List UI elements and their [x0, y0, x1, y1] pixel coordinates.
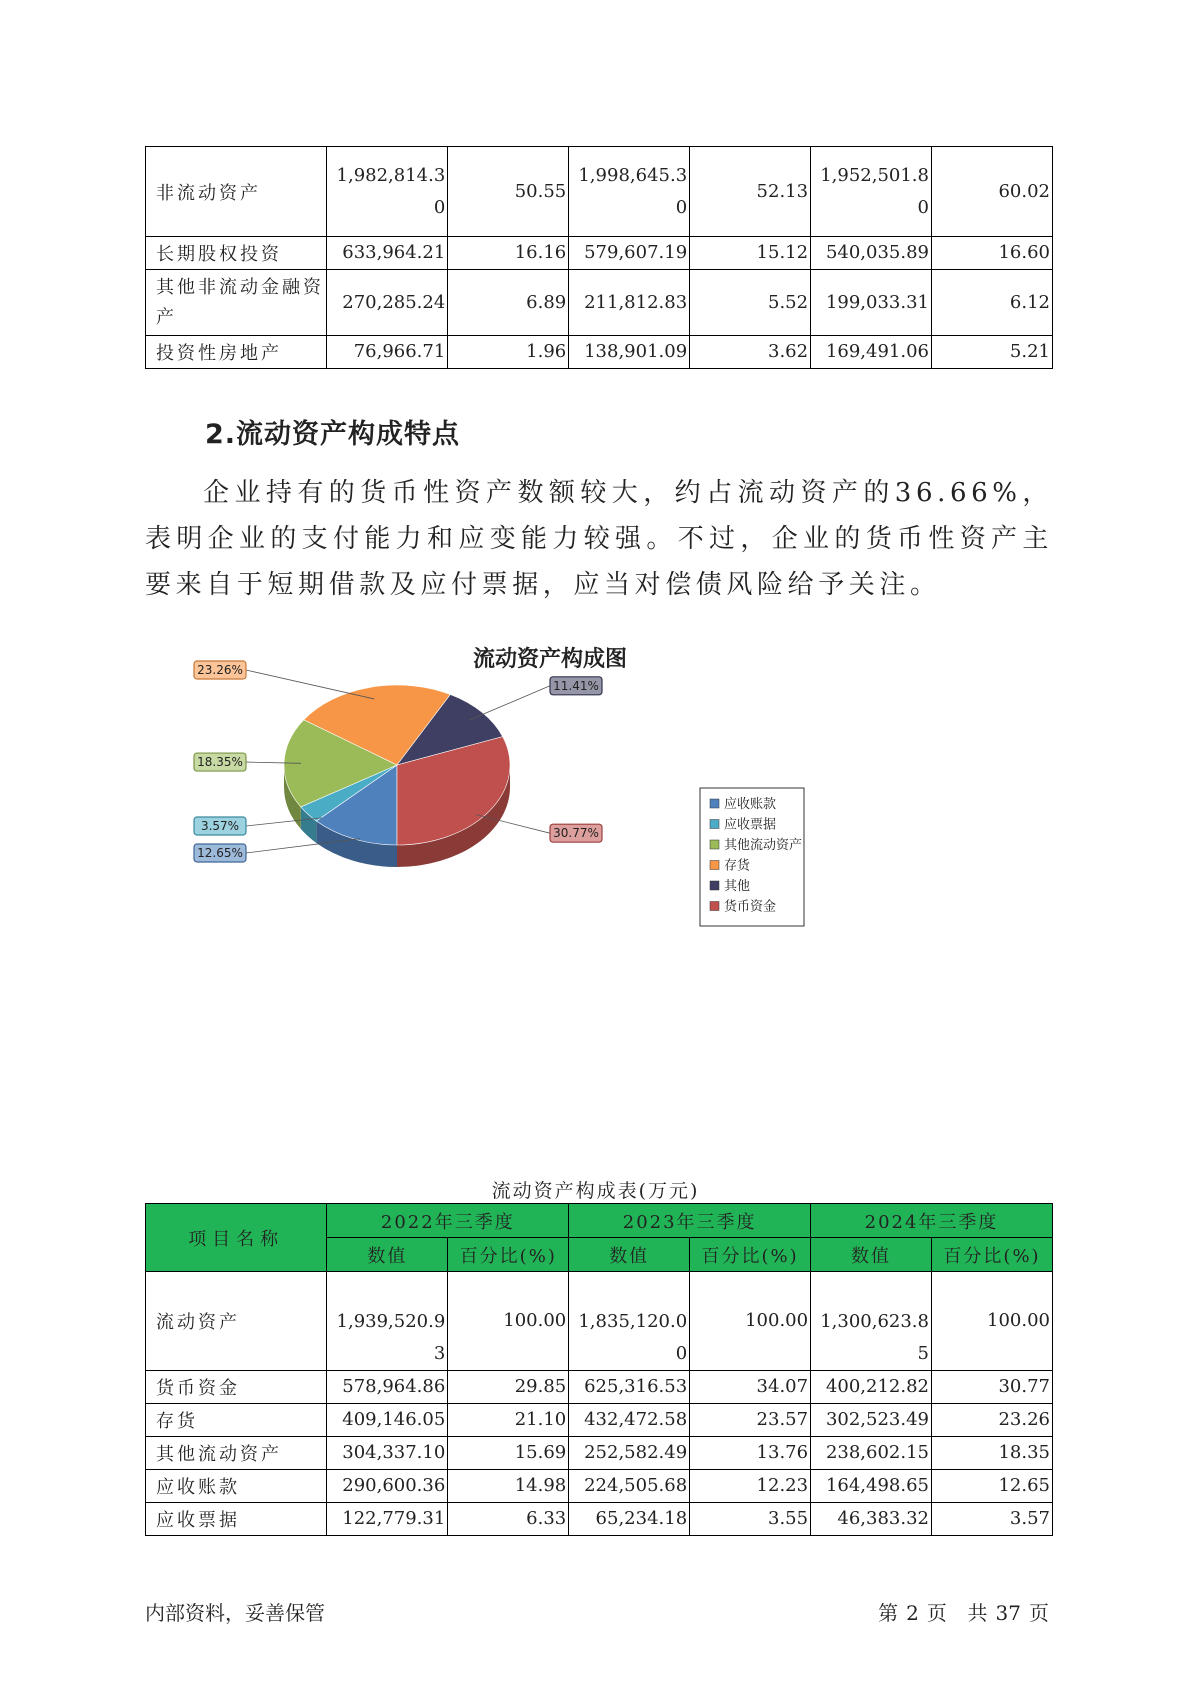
callout-line-3 — [246, 670, 374, 699]
value-2022: 578,964.86 — [327, 1371, 448, 1404]
total-pages: 37 — [995, 1601, 1021, 1625]
header-year-2022: 2022年三季度 — [327, 1204, 569, 1238]
total-prefix: 共 — [967, 1601, 988, 1625]
row-name: 投资性房地产 — [146, 336, 327, 369]
header-percent: 百分比(%) — [448, 1238, 569, 1272]
value-2024: 400,212.82 — [811, 1371, 932, 1404]
percent-2023: 5.52 — [690, 270, 811, 336]
value-2024: 302,523.49 — [811, 1404, 932, 1437]
value-2024: 169,491.06 — [811, 336, 932, 369]
percent-2024: 30.77 — [932, 1371, 1053, 1404]
value-2022: 76,966.71 — [327, 336, 448, 369]
percent-2022: 29.85 — [448, 1371, 569, 1404]
header-percent: 百分比(%) — [690, 1238, 811, 1272]
percent-2024: 100.00 — [932, 1272, 1053, 1371]
non-current-assets-table — [145, 146, 1053, 369]
callout-line-4 — [469, 686, 550, 720]
percent-2022: 21.10 — [448, 1404, 569, 1437]
header-value: 数值 — [811, 1238, 932, 1272]
value-2023: 224,505.68 — [569, 1470, 690, 1503]
percent-2024: 3.57 — [932, 1503, 1053, 1536]
legend-label-5: 货币资金 — [724, 899, 777, 915]
legend-swatch-4 — [710, 881, 719, 890]
value-2024: 540,035.89 — [811, 237, 932, 270]
percent-2024: 16.60 — [932, 237, 1053, 270]
header-value: 数值 — [569, 1238, 690, 1272]
legend-label-1: 应收票据 — [724, 817, 777, 833]
percent-2022: 50.55 — [448, 147, 569, 237]
value-2023: 432,472.58 — [569, 1404, 690, 1437]
percent-2022: 15.69 — [448, 1437, 569, 1470]
current-assets-table — [145, 1203, 1053, 1536]
legend-label-4: 其他 — [724, 879, 751, 894]
value-2024: 1,952,501.80 — [811, 147, 932, 237]
value-2022: 1,939,520.93 — [327, 1272, 448, 1371]
percent-2022: 16.16 — [448, 237, 569, 270]
legend-label-2: 其他流动资产 — [724, 838, 803, 853]
row-name: 货币资金 — [146, 1371, 327, 1404]
legend-swatch-3 — [710, 861, 719, 870]
current-assets-pie-chart — [190, 640, 840, 950]
table-row — [146, 1503, 1053, 1536]
chart-title: 流动资产构成图 — [472, 647, 628, 672]
value-2024: 164,498.65 — [811, 1470, 932, 1503]
percent-2023: 12.23 — [690, 1470, 811, 1503]
value-2024: 46,383.32 — [811, 1503, 932, 1536]
percent-2024: 12.65 — [932, 1470, 1053, 1503]
value-2023: 625,316.53 — [569, 1371, 690, 1404]
value-2023: 579,607.19 — [569, 237, 690, 270]
header-year-2023: 2023年三季度 — [569, 1204, 811, 1238]
value-2022: 290,600.36 — [327, 1470, 448, 1503]
callout-label-2: 18.35% — [197, 755, 243, 770]
percent-2024: 23.26 — [932, 1404, 1053, 1437]
table-row — [146, 1470, 1053, 1503]
percent-2022: 100.00 — [448, 1272, 569, 1371]
header-row-years — [146, 1204, 1053, 1238]
table-row — [146, 270, 1053, 336]
percent-2022: 14.98 — [448, 1470, 569, 1503]
table-row — [146, 147, 1053, 237]
footer-confidential: 内部资料，妥善保管 — [145, 1601, 325, 1625]
callout-label-4: 11.41% — [553, 678, 599, 693]
header-value: 数值 — [327, 1238, 448, 1272]
percent-2023: 3.55 — [690, 1503, 811, 1536]
callout-label-1: 3.57% — [200, 819, 240, 833]
body-paragraph: 企业持有的货币性资产数额较大，约占流动资产的36.66%，表明企业的支付能力和应变能力较强。不过，企业的货币性资产主要来自于短期借款及应付票据，应当对偿债风险给予关注。 — [145, 478, 1053, 600]
row-name: 流动资产 — [146, 1272, 327, 1371]
value-2022: 304,337.10 — [327, 1437, 448, 1470]
callout-label-3: 23.26% — [197, 663, 243, 677]
value-2023: 65,234.18 — [569, 1503, 690, 1536]
row-name: 非流动资产 — [146, 147, 327, 237]
row-name: 长期股权投资 — [146, 237, 327, 270]
page-prefix: 第 — [878, 1601, 899, 1625]
callout-label-0: 12.65% — [197, 846, 243, 860]
percent-2022: 1.96 — [448, 336, 569, 369]
row-name: 存货 — [146, 1404, 327, 1437]
percent-2024: 6.12 — [932, 270, 1053, 336]
legend-label-3: 存货 — [724, 858, 751, 874]
percent-2024: 60.02 — [932, 147, 1053, 237]
percent-2023: 13.76 — [690, 1437, 811, 1470]
footer-page-number — [874, 1597, 1053, 1626]
percent-2023: 52.13 — [690, 147, 811, 237]
legend-label-0: 应收账款 — [724, 797, 777, 812]
percent-2023: 34.07 — [690, 1371, 811, 1404]
value-2022: 633,964.21 — [327, 237, 448, 270]
percent-2023: 23.57 — [690, 1404, 811, 1437]
value-2024: 238,602.15 — [811, 1437, 932, 1470]
row-name: 其他非流动金融资产 — [146, 270, 327, 336]
value-2024: 1,300,623.85 — [811, 1272, 932, 1371]
percent-2023: 100.00 — [690, 1272, 811, 1371]
percent-2022: 6.89 — [448, 270, 569, 336]
value-2023: 138,901.09 — [569, 336, 690, 369]
table-row — [146, 1272, 1053, 1371]
table-row — [146, 1437, 1053, 1470]
table-row — [146, 1404, 1053, 1437]
legend-swatch-0 — [710, 799, 719, 808]
value-2023: 252,582.49 — [569, 1437, 690, 1470]
value-2023: 1,998,645.30 — [569, 147, 690, 237]
value-2022: 409,146.05 — [327, 1404, 448, 1437]
value-2023: 211,812.83 — [569, 270, 690, 336]
value-2024: 199,033.31 — [811, 270, 932, 336]
percent-2022: 6.33 — [448, 1503, 569, 1536]
total-unit: 页 — [1029, 1601, 1049, 1625]
header-item-name: 项目名称 — [146, 1204, 327, 1272]
percent-2023: 3.62 — [690, 336, 811, 369]
value-2022: 1,982,814.30 — [327, 147, 448, 237]
value-2022: 270,285.24 — [327, 270, 448, 336]
page-unit: 页 — [926, 1601, 947, 1625]
legend-swatch-2 — [710, 840, 719, 849]
header-percent: 百分比(%) — [932, 1238, 1053, 1272]
page-number: 2 — [906, 1601, 919, 1625]
callout-label-5: 30.77% — [553, 826, 599, 841]
table-row — [146, 336, 1053, 369]
percent-2023: 15.12 — [690, 237, 811, 270]
row-name: 应收票据 — [146, 1503, 327, 1536]
pie-top — [284, 685, 510, 845]
row-name: 应收账款 — [146, 1470, 327, 1503]
table-row — [146, 1371, 1053, 1404]
legend-swatch-1 — [710, 820, 719, 829]
value-2023: 1,835,120.00 — [569, 1272, 690, 1371]
header-year-2024: 2024年三季度 — [811, 1204, 1053, 1238]
percent-2024: 18.35 — [932, 1437, 1053, 1470]
percent-2024: 5.21 — [932, 336, 1053, 369]
value-2022: 122,779.31 — [327, 1503, 448, 1536]
section-heading: 2.流动资产构成特点 — [205, 419, 461, 450]
table-row — [146, 237, 1053, 270]
row-name: 其他流动资产 — [146, 1437, 327, 1470]
legend-swatch-5 — [710, 902, 719, 911]
table-caption: 流动资产构成表(万元) — [491, 1180, 700, 1202]
chart-legend — [700, 788, 804, 926]
